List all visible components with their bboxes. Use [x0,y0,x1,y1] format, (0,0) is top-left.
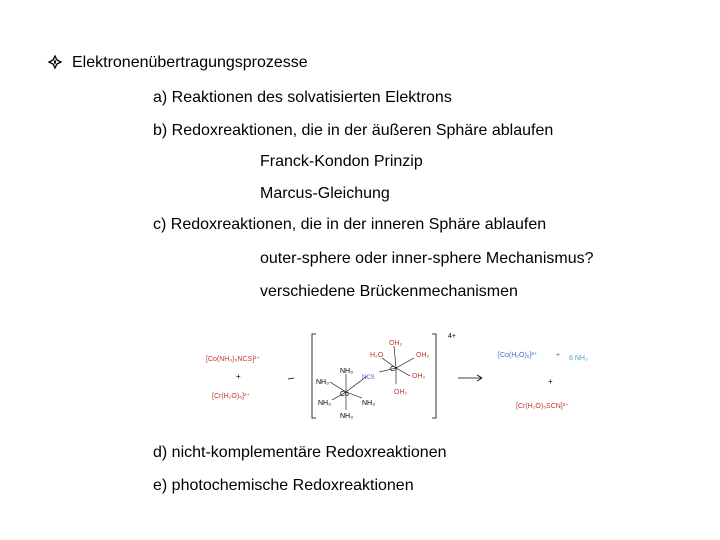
item-a: a) Reaktionen des solvatisierten Elektrons [153,89,452,106]
item-c-sub1: outer-sphere oder inner-sphere Mechanismus? [260,250,594,267]
ligand-oh2-mid: OH₂ [412,373,426,380]
ligand-nh3-d: NH₃ [362,400,375,407]
ligand-nh3-b: NH₃ [316,379,329,386]
ligand-oh2-top: OH₂ [389,340,403,347]
atom-chromium: Cr [390,366,398,373]
item-b-sub2: Marcus-Gleichung [260,185,390,202]
item-d: d) nicht-komplementäre Redoxreaktionen [153,444,447,461]
diamond-bullet-icon [48,55,62,69]
section-heading: Elektronenübertragungsprozesse [72,54,308,71]
left-bracket [312,334,316,418]
ligand-nh3-a: NH₃ [340,368,353,375]
plus-sign-3: + [548,377,553,386]
product-cobalt-aqua: [Co(H₂O)₆]²⁺ [498,352,538,359]
complex-charge: 4+ [448,333,456,340]
bridge-ncs: NCS [362,375,375,381]
item-b: b) Redoxreaktionen, die in der äußeren Sphäre ablaufen [153,122,554,139]
plus-sign-2: + [556,352,561,359]
reactant-chromium-complex: [Cr(H₂O)₆]²⁺ [212,393,251,400]
plus-sign: + [236,372,241,381]
bridge-mechanism-diagram [196,326,588,438]
byproduct-ammonia: 6 NH₃ [569,355,588,362]
short-arrow [288,378,294,379]
ligand-nh3-bottom: NH₃ [340,413,353,420]
ligand-nh3-c: NH₃ [318,400,331,407]
item-c-sub2: verschiedene Brückenmechanismen [260,283,518,300]
item-b-sub1: Franck-Kondon Prinzip [260,153,423,170]
atom-cobalt: Co [340,391,349,398]
product-chromium-thiocyanate: [Cr(H₂O)₅SCN]²⁺ [516,403,569,410]
right-bracket [432,334,436,418]
reactant-cobalt-complex: [Co(NH₃)₅NCS]²⁺ [206,356,261,363]
item-c: c) Redoxreaktionen, die in der inneren Sphäre ablaufen [153,216,547,233]
ligand-h2o-top: H₂O [370,352,384,359]
ligand-oh2-low: OH₂ [394,389,408,396]
item-e: e) photochemische Redoxreaktionen [153,477,414,494]
ligand-oh2-right: OH₂ [416,352,430,359]
